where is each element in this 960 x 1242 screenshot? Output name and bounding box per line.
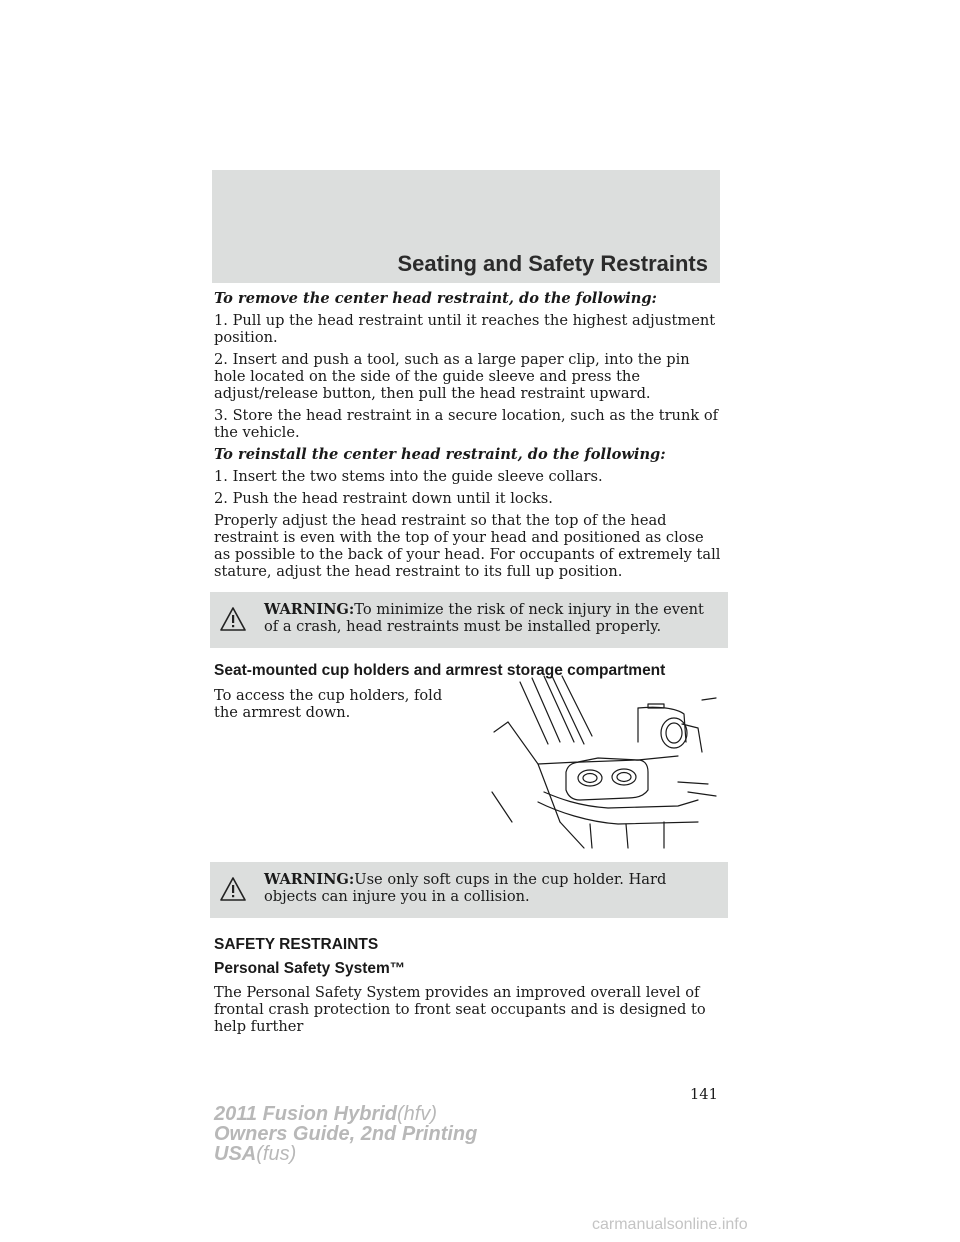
document-footer	[214, 1104, 477, 1164]
footer-line-2: Owners Guide, 2nd Printing	[214, 1123, 478, 1145]
remove-step-2: 2. Insert and push a tool, such as a large paper clip, into the pin hole located on the side of the guide sleeve and press the adjust/release button, then pull the head restraint upward.	[214, 351, 690, 402]
personal-safety-system-heading: Personal Safety System™	[214, 960, 406, 977]
cup-holder-text: To access the cup holders, fold the armrest down.	[214, 687, 443, 721]
warning-box-neck-injury	[210, 592, 728, 648]
cup-holder-heading: Seat-mounted cup holders and armrest storage compartment	[214, 662, 666, 679]
personal-safety-system-text: The Personal Safety System provides an improved overall level of frontal crash protection to front seat occupants and is designed to help further	[214, 984, 706, 1035]
cup-holder-row	[214, 687, 724, 850]
section-title: Seating and Safety Restraints	[397, 251, 708, 276]
footer-line-3	[214, 1144, 477, 1164]
reinstall-step-2: 2. Push the head restraint down until it locks.	[214, 490, 553, 507]
remove-lead: To remove the center head restraint, do the following:	[214, 290, 657, 307]
warning-message: Use only soft cups in the cup holder. Hard objects can injure you in a collision.	[264, 871, 667, 905]
remove-step-3: 3. Store the head restraint in a secure location, such as the trunk of the vehicle.	[214, 407, 719, 441]
page-content	[214, 290, 724, 1040]
watermark: carmanualsonline.info	[592, 1216, 748, 1233]
warning-box-cup-holder	[210, 862, 728, 918]
safety-restraints-heading: SAFETY RESTRAINTS	[214, 936, 379, 953]
footer-region-code: (fus)	[256, 1143, 297, 1165]
page-number: 141	[690, 1086, 718, 1103]
reinstall-step-1: 1. Insert the two stems into the guide sleeve collars.	[214, 468, 603, 485]
footer-region: USA	[214, 1143, 257, 1165]
warning-triangle-icon	[220, 877, 246, 901]
footer-model: 2011 Fusion Hybrid	[214, 1103, 398, 1125]
warning-triangle-icon	[220, 607, 246, 631]
footer-model-code: (hfv)	[397, 1103, 438, 1125]
remove-step-1: 1. Pull up the head restraint until it reaches the highest adjustment position.	[214, 312, 716, 346]
adjust-paragraph: Properly adjust the head restraint so that the top of the head restraint is even with the top of your head and positioned as close as possible to the back of your head. For occupants of extremely tall stature, adjust the head restraint to its full up position.	[214, 512, 721, 580]
footer-line-1	[214, 1104, 477, 1124]
warning-label: WARNING:	[264, 871, 355, 888]
cup-holder-illustration	[488, 672, 718, 850]
warning-text	[264, 601, 722, 635]
warning-text	[264, 871, 722, 905]
reinstall-lead: To reinstall the center head restraint, do the following:	[214, 446, 666, 463]
warning-message: To minimize the risk of neck injury in the event of a crash, head restraints must be installed properly.	[264, 601, 704, 635]
warning-label: WARNING:	[264, 601, 355, 618]
section-header-band	[212, 170, 720, 283]
